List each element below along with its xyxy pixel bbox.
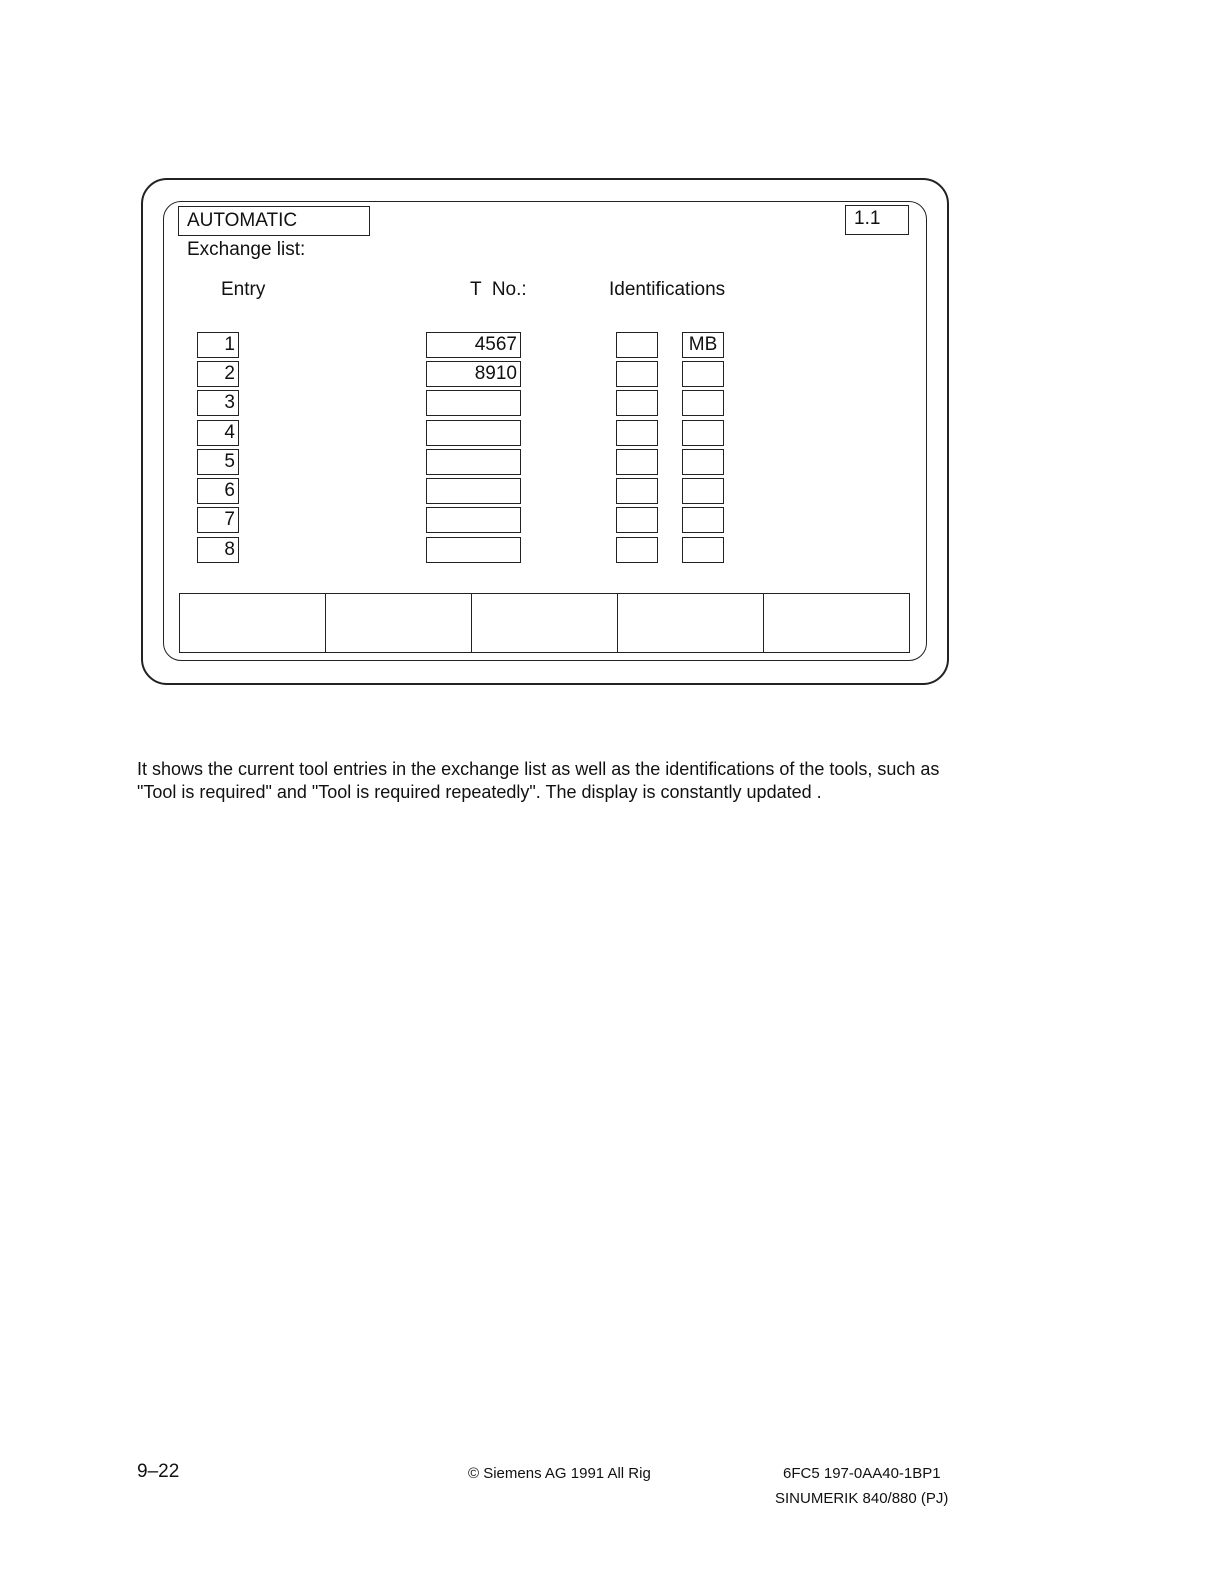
identification-field-2: [682, 449, 724, 475]
entry-number-cell: 4: [197, 420, 239, 446]
identification-field-2: [682, 507, 724, 533]
tool-number-field: 4567: [426, 332, 521, 358]
screen-heading: Exchange list:: [187, 239, 306, 260]
product-name: SINUMERIK 840/880 (PJ): [775, 1490, 949, 1507]
entry-number-cell: 2: [197, 361, 239, 387]
screen-inner-frame: [163, 201, 927, 661]
entry-number-cell: 6: [197, 478, 239, 504]
softkey-1[interactable]: [180, 594, 326, 652]
description-paragraph: It shows the current tool entries in the exchange list as well as the identifications of the tools, such as "Tool is required" and "Tool is required repeatedly". The display is constantly updated .: [137, 759, 940, 802]
entry-number-cell: 7: [197, 507, 239, 533]
column-header-tno: T No.:: [470, 279, 527, 300]
identification-field-2: [682, 420, 724, 446]
column-header-entry: Entry: [221, 279, 266, 300]
identification-field-2: [682, 478, 724, 504]
identification-field-1: [616, 390, 658, 416]
identification-field-1: [616, 449, 658, 475]
identification-field-1: [616, 332, 658, 358]
softkey-4[interactable]: [618, 594, 764, 652]
tool-number-field: [426, 507, 521, 533]
entry-number-cell: 5: [197, 449, 239, 475]
softkey-bar: [179, 593, 910, 653]
softkey-5[interactable]: [764, 594, 909, 652]
entry-number-cell: 3: [197, 390, 239, 416]
identification-field-1: [616, 420, 658, 446]
identification-field-2: [682, 537, 724, 563]
entry-number-cell: 1: [197, 332, 239, 358]
order-number: 6FC5 197-0AA40-1BP1: [783, 1465, 941, 1482]
identification-field-1: [616, 537, 658, 563]
identification-field-2: [682, 390, 724, 416]
entry-number-cell: 8: [197, 537, 239, 563]
operating-mode-field: AUTOMATIC: [178, 206, 370, 236]
identification-field-1: [616, 507, 658, 533]
softkey-3[interactable]: [472, 594, 618, 652]
tool-number-field: [426, 420, 521, 446]
copyright-notice: © Siemens AG 1991 All Rig: [468, 1465, 651, 1482]
tool-number-field: [426, 537, 521, 563]
page-number: 9–22: [137, 1461, 180, 1482]
identification-field-1: [616, 361, 658, 387]
tool-number-field: [426, 449, 521, 475]
screen-number-field: 1.1: [845, 205, 909, 235]
identification-field-2: MB: [682, 332, 724, 358]
identification-field-2: [682, 361, 724, 387]
softkey-2[interactable]: [326, 594, 472, 652]
tool-number-field: 8910: [426, 361, 521, 387]
tool-number-field: [426, 478, 521, 504]
identification-field-1: [616, 478, 658, 504]
column-header-identifications: Identifications: [609, 279, 726, 300]
tool-number-field: [426, 390, 521, 416]
